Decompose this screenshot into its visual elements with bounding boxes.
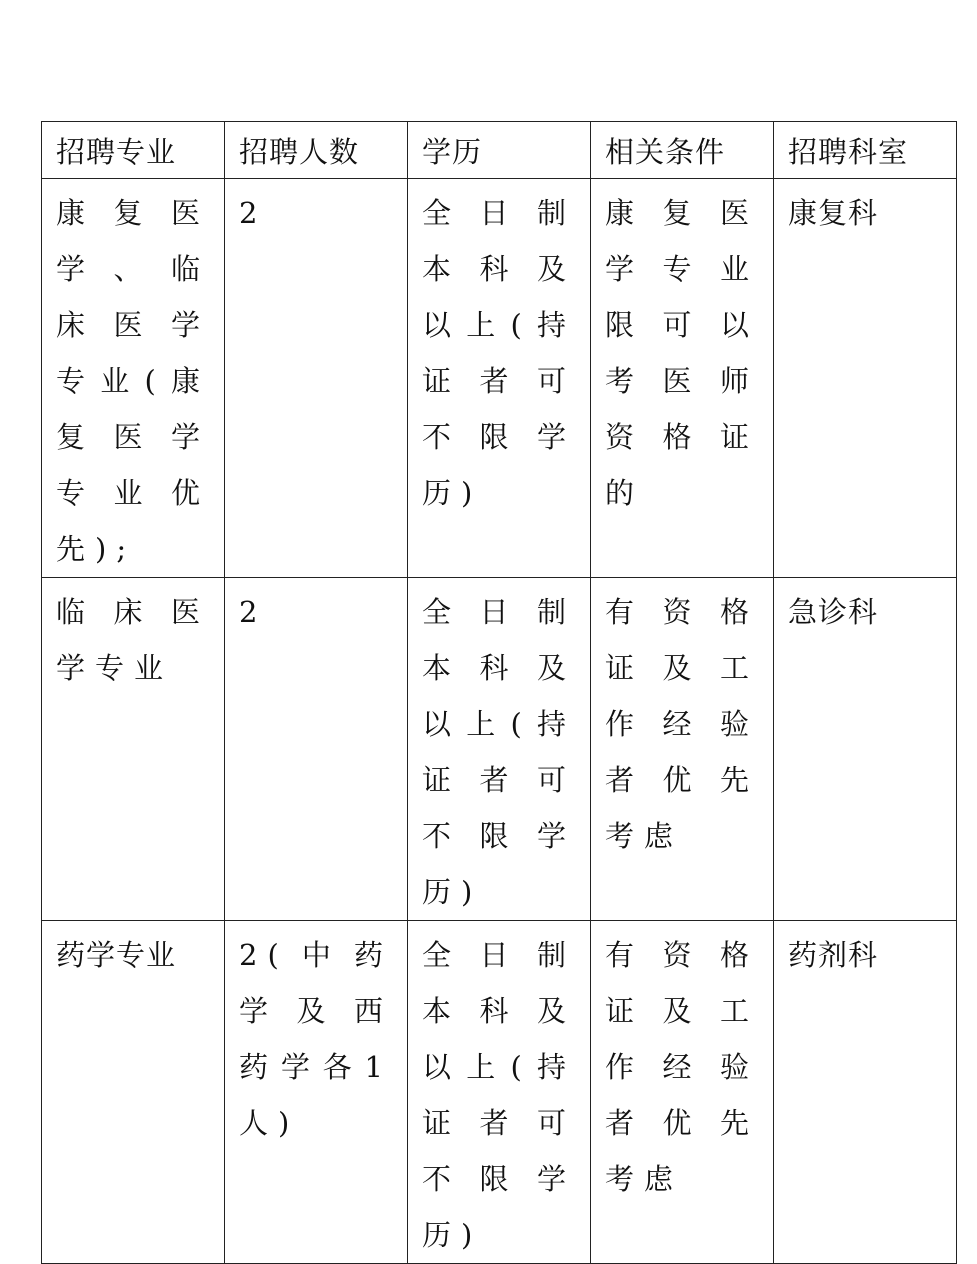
cell-count: [225, 578, 408, 921]
header-department-text: 招聘科室: [788, 135, 909, 169]
header-count-text: 招聘人数: [239, 135, 360, 169]
table-header-row: [42, 122, 957, 179]
cell-text: 临床医学专业: [56, 595, 210, 685]
cell-text: 药学专业: [56, 938, 177, 972]
header-cell-count: [225, 122, 408, 179]
cell-text: 2(中药学及西药学各1人): [239, 938, 393, 1140]
cell-text: 全日制本科及以上(持证者可不限学历): [422, 938, 576, 1252]
header-cell-education: [408, 122, 591, 179]
cell-text: 康复医学、临床医学专业(康复医学专业优先);: [56, 196, 210, 566]
header-major-text: 招聘专业: [56, 135, 177, 169]
cell-text: 全日制本科及以上(持证者可不限学历): [422, 196, 576, 510]
recruitment-table: [41, 121, 957, 1264]
cell-conditions: [591, 578, 774, 921]
cell-text: 有资格证及工作经验者优先考虑: [605, 595, 759, 853]
cell-text: 全日制本科及以上(持证者可不限学历): [422, 595, 576, 909]
header-cell-department: [774, 122, 957, 179]
table-row: [42, 578, 957, 921]
cell-text: 药剂科: [788, 938, 879, 972]
table-row: [42, 179, 957, 578]
cell-text: 康复科: [788, 196, 879, 230]
cell-conditions: [591, 179, 774, 578]
cell-major: [42, 179, 225, 578]
header-cell-major: [42, 122, 225, 179]
cell-count: [225, 179, 408, 578]
header-education-text: 学历: [422, 135, 483, 169]
cell-count: [225, 921, 408, 1264]
cell-text: 2: [239, 595, 259, 629]
table-row: [42, 921, 957, 1264]
cell-department: [774, 179, 957, 578]
cell-major: [42, 578, 225, 921]
header-conditions-text: 相关条件: [605, 135, 726, 169]
cell-department: [774, 578, 957, 921]
cell-education: [408, 179, 591, 578]
cell-text: 有资格证及工作经验者优先考虑: [605, 938, 759, 1196]
cell-text: 康复医学专业限可以考医师资格证的: [605, 196, 759, 510]
cell-text: 2: [239, 196, 259, 230]
cell-education: [408, 921, 591, 1264]
header-cell-conditions: [591, 122, 774, 179]
cell-department: [774, 921, 957, 1264]
cell-major: [42, 921, 225, 1264]
cell-conditions: [591, 921, 774, 1264]
cell-text: 急诊科: [788, 595, 879, 629]
cell-education: [408, 578, 591, 921]
